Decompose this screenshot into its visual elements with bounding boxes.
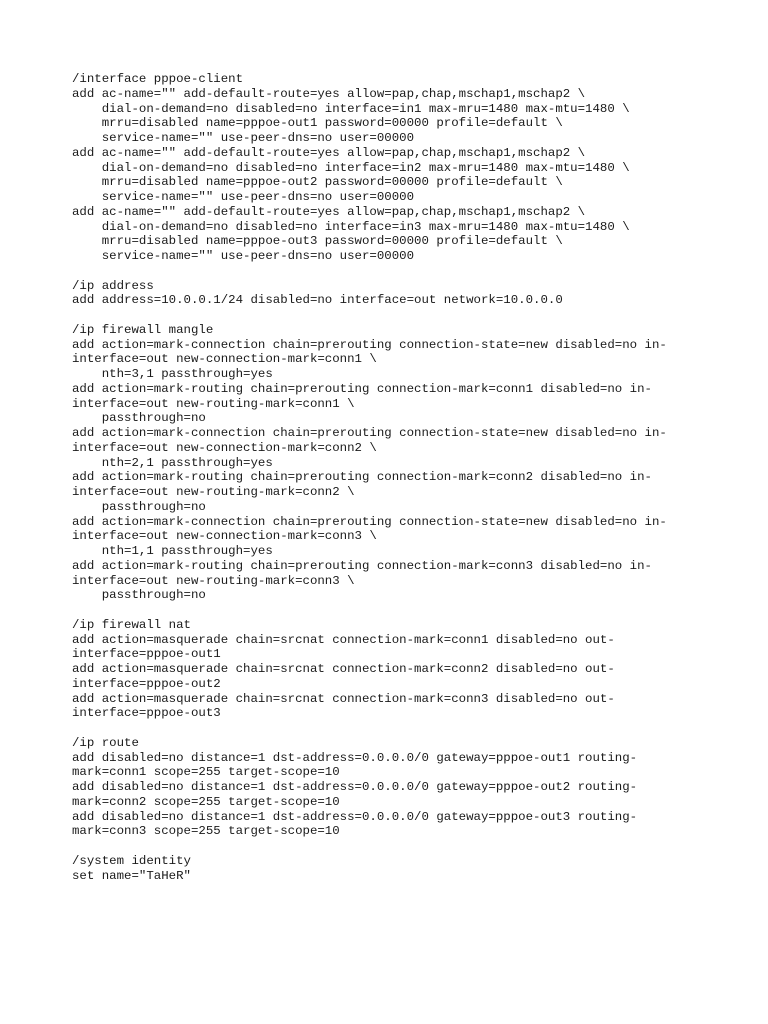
code-line: add action=masquerade chain=srcnat connection-mark=conn2 disabled=no out- xyxy=(72,662,615,676)
code-line: interface=pppoe-out3 xyxy=(72,706,221,721)
code-line: interface=out new-connection-mark=conn2 \ xyxy=(72,440,377,455)
code-line: passthrough=no xyxy=(72,499,206,514)
code-line: set name="TaHeR" xyxy=(72,868,191,883)
code-line: add action=masquerade chain=srcnat connection-mark=conn1 disabled=no out- xyxy=(72,632,615,647)
section-header: /ip route xyxy=(72,735,139,750)
section-header: /ip firewall nat xyxy=(72,617,191,632)
code-line: nth=2,1 passthrough=yes xyxy=(72,455,273,470)
code-line: add action=mark-connection chain=prerouting connection-state=new disabled=no in- xyxy=(72,514,667,529)
code-line: nth=3,1 passthrough=yes xyxy=(72,367,273,381)
code-line: add action=mark-connection chain=prerouting connection-state=new disabled=no in- xyxy=(72,337,667,352)
code-line: dial-on-demand=no disabled=no interface=in2 max-mru=1480 max-mtu=1480 \ xyxy=(72,160,630,175)
section-header: /interface pppoe-client xyxy=(72,72,244,86)
code-line: add ac-name="" add-default-route=yes allow=pap,chap,mschap1,mschap2 \ xyxy=(72,145,586,160)
code-line: interface=out new-routing-mark=conn3 \ xyxy=(72,573,355,588)
code-line: interface=out new-routing-mark=conn1 \ xyxy=(72,396,355,411)
section-ip-route xyxy=(72,736,712,839)
code-line: add action=mark-routing chain=prerouting connection-mark=conn2 disabled=no in- xyxy=(72,470,652,485)
code-line: add action=mark-routing chain=prerouting connection-mark=conn1 disabled=no in- xyxy=(72,381,652,396)
section-ip-firewall-nat xyxy=(72,618,712,721)
code-line: add disabled=no distance=1 dst-address=0.0.0.0/0 gateway=pppoe-out2 routing- xyxy=(72,780,638,794)
code-line: dial-on-demand=no disabled=no interface=in1 max-mru=1480 max-mtu=1480 \ xyxy=(72,101,630,116)
config-script xyxy=(72,72,712,898)
code-line: add action=mark-routing chain=prerouting connection-mark=conn3 disabled=no in- xyxy=(72,558,652,573)
section-system-identity xyxy=(72,854,712,884)
section-header: /system identity xyxy=(72,853,191,868)
section-ip-firewall-mangle xyxy=(72,323,712,603)
code-line: add disabled=no distance=1 dst-address=0.0.0.0/0 gateway=pppoe-out1 routing- xyxy=(72,750,638,765)
code-line: add disabled=no distance=1 dst-address=0.0.0.0/0 gateway=pppoe-out3 routing- xyxy=(72,809,638,824)
code-line: interface=out new-connection-mark=conn3 \ xyxy=(72,529,377,544)
code-line: add ac-name="" add-default-route=yes allow=pap,chap,mschap1,mschap2 \ xyxy=(72,204,586,219)
code-line: interface=pppoe-out1 xyxy=(72,647,221,662)
code-line: service-name="" use-peer-dns=no user=00000 xyxy=(72,249,415,263)
code-line: mark=conn1 scope=255 target-scope=10 xyxy=(72,765,340,780)
code-line: service-name="" use-peer-dns=no user=00000 xyxy=(72,131,415,145)
code-line: mrru=disabled name=pppoe-out3 password=00000 profile=default \ xyxy=(72,234,563,249)
code-line: mark=conn3 scope=255 target-scope=10 xyxy=(72,824,340,839)
code-line: interface=pppoe-out2 xyxy=(72,676,221,691)
code-line: interface=out new-routing-mark=conn2 \ xyxy=(72,485,355,499)
section-ip-address xyxy=(72,279,712,309)
section-interface-pppoe-client xyxy=(72,72,712,264)
code-line: add action=masquerade chain=srcnat connection-mark=conn3 disabled=no out- xyxy=(72,691,615,706)
section-header: /ip address xyxy=(72,278,154,293)
code-line: mark=conn2 scope=255 target-scope=10 xyxy=(72,794,340,809)
code-line: add ac-name="" add-default-route=yes allow=pap,chap,mschap1,mschap2 \ xyxy=(72,86,586,101)
code-line: add action=mark-connection chain=prerouting connection-state=new disabled=no in- xyxy=(72,426,667,440)
section-header: /ip firewall mangle xyxy=(72,322,214,337)
code-line: mrru=disabled name=pppoe-out1 password=00000 profile=default \ xyxy=(72,116,563,131)
code-line: add address=10.0.0.1/24 disabled=no interface=out network=10.0.0.0 xyxy=(72,293,563,308)
code-line: mrru=disabled name=pppoe-out2 password=00000 profile=default \ xyxy=(72,175,563,190)
code-line: passthrough=no xyxy=(72,411,206,426)
code-line: nth=1,1 passthrough=yes xyxy=(72,544,273,558)
code-line: passthrough=no xyxy=(72,588,206,603)
code-line: interface=out new-connection-mark=conn1 \ xyxy=(72,352,377,367)
code-line: service-name="" use-peer-dns=no user=00000 xyxy=(72,190,415,204)
code-line: dial-on-demand=no disabled=no interface=in3 max-mru=1480 max-mtu=1480 \ xyxy=(72,219,630,234)
